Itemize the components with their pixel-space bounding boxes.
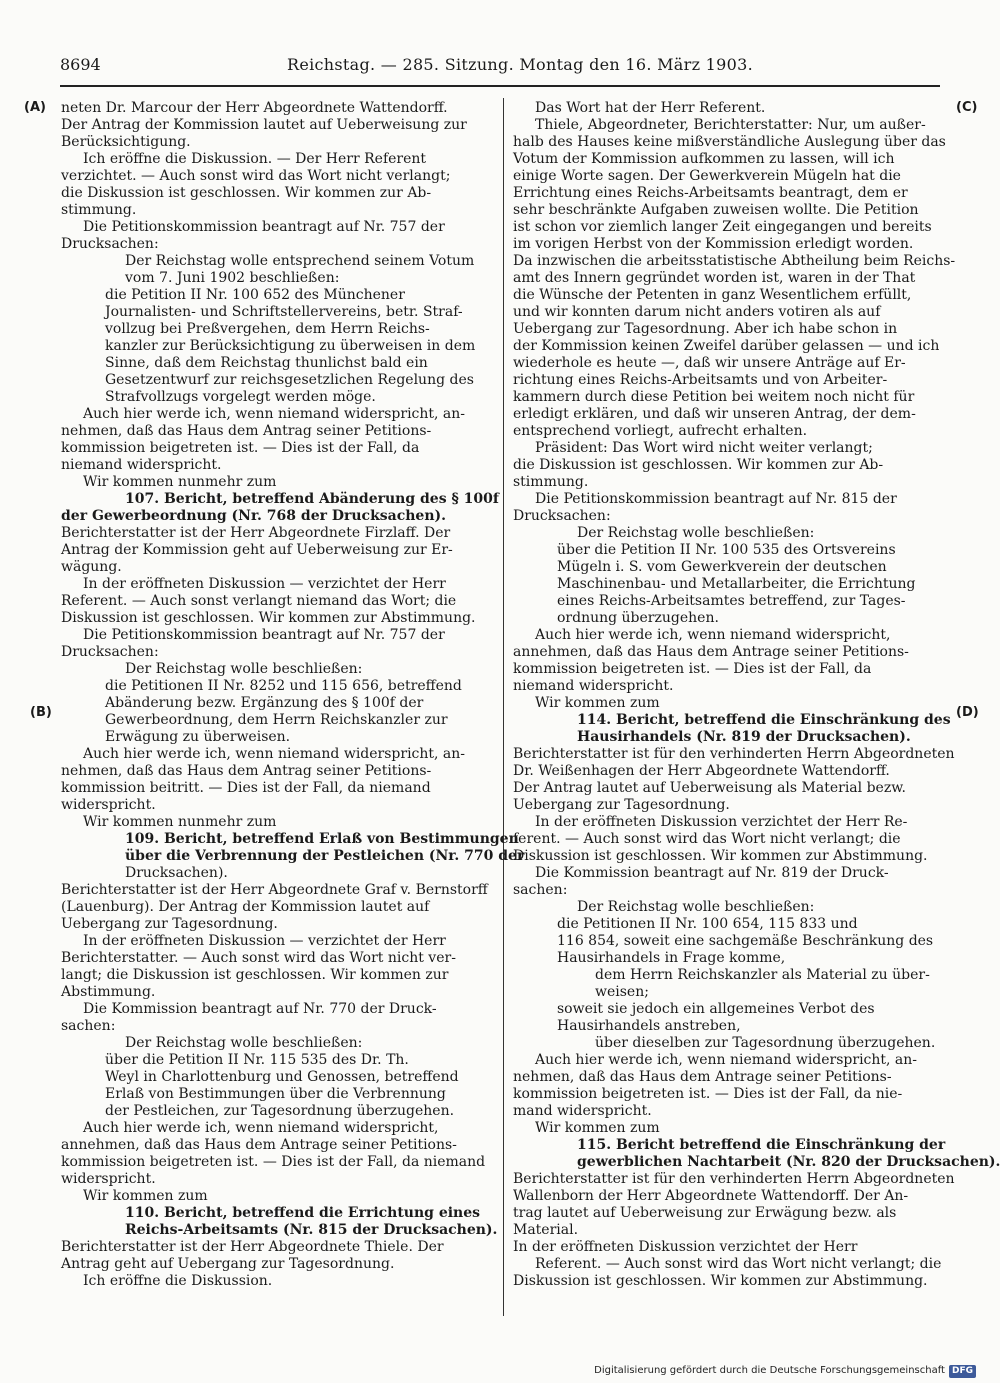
left-line: kommission beigetreten ist. — Dies ist der Fall, da niemand [61, 1154, 486, 1170]
right-line: Errichtung eines Reichs-Arbeitsamts beantragt, dem er [513, 185, 908, 201]
right-line: Das Wort hat der Herr Referent. [535, 100, 766, 116]
left-line: Auch hier werde ich, wenn niemand widerspricht, an- [83, 746, 466, 762]
right-line: Der Reichstag wolle beschließen: [577, 899, 815, 915]
right-line: ordnung überzugehen. [557, 610, 719, 626]
right-line: mand widerspricht. [513, 1103, 652, 1119]
left-line: Wir kommen zum [83, 1188, 208, 1204]
right-line: Auch hier werde ich, wenn niemand widerspricht, an- [535, 1052, 918, 1068]
left-line: Ich eröffne die Diskussion. — Der Herr Referent [83, 151, 427, 167]
left-line: 110. Bericht, betreffend die Errichtung eines [125, 1205, 481, 1221]
right-line: Votum der Kommission aufkommen zu lassen, will ich [513, 151, 895, 167]
left-line: Referent. — Auch sonst verlangt niemand das Wort; die [61, 593, 457, 609]
right-line: nehmen, daß das Haus dem Antrage seiner Petitions- [513, 1069, 892, 1085]
margin-mark-a: (A) [24, 100, 46, 115]
footer-text: Digitalisierung gefördert durch die Deutsche Forschungsgemeinschaft [594, 1365, 945, 1376]
right-line: In der eröffneten Diskussion verzichtet der Herr Re- [535, 814, 908, 830]
left-line: Weyl in Charlottenburg und Genossen, betreffend [105, 1069, 459, 1085]
left-line: Abstimmung. [61, 984, 156, 1000]
right-line: Mügeln i. S. vom Gewerkverein der deutschen [557, 559, 887, 575]
left-line: annehmen, daß das Haus dem Antrage seiner Petitions- [61, 1137, 457, 1153]
right-line: Der Reichstag wolle beschließen: [577, 525, 815, 541]
right-line: sehr beschränkte Aufgaben zuweisen wollte. Die Petition [513, 202, 919, 218]
right-line: Hausirhandels in Frage komme, [557, 950, 786, 966]
left-line: Die Petitionskommission beantragt auf Nr. 757 der [83, 627, 445, 643]
left-line: langt; die Diskussion ist geschlossen. Wir kommen zur [61, 967, 449, 983]
header-rule [60, 85, 940, 87]
left-line: nehmen, daß das Haus dem Antrag seiner Petitions- [61, 763, 432, 779]
left-line: Reichs-Arbeitsamts (Nr. 815 der Drucksachen). [125, 1222, 498, 1238]
left-line: In der eröffneten Diskussion — verzichtet der Herr [83, 933, 446, 949]
left-line: Diskussion ist geschlossen. Wir kommen zur Abstimmung. [61, 610, 476, 626]
left-line: Uebergang zur Tagesordnung. [61, 916, 278, 932]
left-line: Wir kommen nunmehr zum [83, 474, 277, 490]
right-line: Wir kommen zum [535, 1120, 660, 1136]
right-line: soweit sie jedoch ein allgemeines Verbot des [557, 1001, 875, 1017]
right-line: Uebergang zur Tagesordnung. Aber ich habe schon in [513, 321, 898, 337]
right-line: Thiele, Abgeordneter, Berichterstatter: Nur, um außer- [535, 117, 926, 133]
right-line: Wallenborn der Herr Abgeordnete Wattendorff. Der An- [513, 1188, 909, 1204]
right-line: der Kommission keinen Zweifel darüber gelassen — und ich [513, 338, 940, 354]
left-line: widerspricht. [61, 797, 156, 813]
right-line: die Wünsche der Petenten in ganz Wesentlichem erfüllt, [513, 287, 912, 303]
left-line: sachen: [61, 1018, 116, 1034]
left-line: Antrag der Kommission geht auf Ueberweisung zur Er- [61, 542, 453, 558]
page-number: 8694 [60, 55, 101, 74]
right-line: Hausirhandels (Nr. 819 der Drucksachen). [577, 729, 911, 745]
right-line: trag lautet auf Ueberweisung zur Erwägung bezw. als [513, 1205, 897, 1221]
left-line: der Gewerbeordnung (Nr. 768 der Drucksachen). [61, 508, 447, 524]
left-line: Der Reichstag wolle beschließen: [125, 1035, 363, 1051]
right-line: niemand widerspricht. [513, 678, 674, 694]
left-line: Drucksachen). [125, 865, 228, 881]
left-line: Berichterstatter ist der Herr Abgeordnete Firzlaff. Der [61, 525, 451, 541]
right-line: annehmen, daß das Haus dem Antrage seiner Petitions- [513, 644, 909, 660]
right-line: entsprechend vorliegt, aufrecht erhalten. [513, 423, 808, 439]
left-line: über die Petition II Nr. 115 535 des Dr. Th. [105, 1052, 409, 1068]
left-line: Drucksachen: [61, 644, 159, 660]
margin-mark-d: (D) [956, 705, 979, 720]
left-line: Erlaß von Bestimmungen über die Verbrennung [105, 1086, 446, 1102]
right-line: 115. Bericht betreffend die Einschränkung der [577, 1137, 946, 1153]
right-line: In der eröffneten Diskussion verzichtet der Herr [513, 1239, 858, 1255]
right-line: und wir konnten darum nicht anders votiren als auf [513, 304, 881, 320]
left-line: Berichterstatter. — Auch sonst wird das Wort nicht ver- [61, 950, 456, 966]
right-line: 114. Bericht, betreffend die Einschränkung des [577, 712, 951, 728]
right-line: weisen; [595, 984, 649, 1000]
running-title: Reichstag. — 285. Sitzung. Montag den 16. März 1903. [287, 55, 753, 74]
left-line: Antrag geht auf Uebergang zur Tagesordnung. [61, 1256, 395, 1272]
right-line: dem Herrn Reichskanzler als Material zu über- [595, 967, 930, 983]
left-line: 107. Bericht, betreffend Abänderung des § 100f [125, 491, 499, 507]
left-line: niemand widerspricht. [61, 457, 222, 473]
right-line: erledigt erklären, und daß wir unseren Antrag, der dem- [513, 406, 916, 422]
left-line: Gewerbeordnung, dem Herrn Reichskanzler zur [105, 712, 448, 728]
right-line: Uebergang zur Tagesordnung. [513, 797, 730, 813]
right-line: ist schon vor ziemlich langer Zeit eingegangen und bereits [513, 219, 932, 235]
left-line: kommission beitritt. — Dies ist der Fall, da niemand [61, 780, 431, 796]
right-line: 116 854, soweit eine sachgemäße Beschränkung des [557, 933, 934, 949]
margin-mark-b: (B) [30, 705, 52, 720]
right-line: Präsident: Das Wort wird nicht weiter verlangt; [535, 440, 873, 456]
right-line: Material. [513, 1222, 579, 1238]
left-line: Auch hier werde ich, wenn niemand widerspricht, an- [83, 406, 466, 422]
right-line: die Diskussion ist geschlossen. Wir kommen zur Ab- [513, 457, 884, 473]
right-line: im vorigen Herbst von der Kommission erledigt worden. [513, 236, 914, 252]
left-column [61, 100, 525, 1290]
left-line: Der Antrag der Kommission lautet auf Ueberweisung zur [61, 117, 467, 133]
right-line: Referent. — Auch sonst wird das Wort nicht verlangt; die [535, 1256, 942, 1272]
left-line: der Pestleichen, zur Tagesordnung überzugehen. [105, 1103, 455, 1119]
dfg-logo: DFG [949, 1365, 976, 1378]
left-line: die Diskussion ist geschlossen. Wir kommen zur Ab- [61, 185, 432, 201]
right-line: Auch hier werde ich, wenn niemand widerspricht, [535, 627, 891, 643]
right-line: wiederhole es heute —, daß wir unsere Anträge auf Er- [513, 355, 906, 371]
left-line: widerspricht. [61, 1171, 156, 1187]
left-line: stimmung. [61, 202, 137, 218]
right-line: Dr. Weißenhagen der Herr Abgeordnete Wattendorff. [513, 763, 890, 779]
left-line: kanzler zur Berücksichtigung zu überweisen in dem [105, 338, 476, 354]
right-column [513, 100, 1000, 1290]
right-line: einige Worte sagen. Der Gewerkverein Mügeln hat die [513, 168, 901, 184]
left-line: nehmen, daß das Haus dem Antrag seiner Petitions- [61, 423, 432, 439]
right-line: Berichterstatter ist für den verhinderten Herrn Abgeordneten [513, 746, 955, 762]
left-line: vom 7. Juni 1902 beschließen: [125, 270, 340, 286]
right-line: kommission beigetreten ist. — Dies ist der Fall, da [513, 661, 872, 677]
left-line: (Lauenburg). Der Antrag der Kommission lautet auf [61, 899, 430, 915]
left-line: Berichterstatter ist der Herr Abgeordnete Thiele. Der [61, 1239, 444, 1255]
left-line: vollzug bei Preßvergehen, dem Herrn Reichs- [105, 321, 430, 337]
left-line: Erwägung zu überweisen. [105, 729, 291, 745]
left-line: 109. Bericht, betreffend Erlaß von Bestimmungen [125, 831, 519, 847]
page-header [60, 50, 980, 80]
right-line: stimmung. [513, 474, 589, 490]
right-line: Der Antrag lautet auf Ueberweisung als Material bezw. [513, 780, 906, 796]
right-line: Da inzwischen die arbeitsstatistische Abtheilung beim Reichs- [513, 253, 956, 269]
left-line: Wir kommen nunmehr zum [83, 814, 277, 830]
right-line: über die Petition II Nr. 100 535 des Ortsvereins [557, 542, 896, 558]
left-line: Ich eröffne die Diskussion. [83, 1273, 273, 1289]
right-line: Wir kommen zum [535, 695, 660, 711]
right-line: richtung eines Reichs-Arbeitsamts und von Arbeiter- [513, 372, 888, 388]
right-line: über dieselben zur Tagesordnung überzugehen. [595, 1035, 936, 1051]
left-line: Der Reichstag wolle beschließen: [125, 661, 363, 677]
left-line: die Petition II Nr. 100 652 des Münchener [105, 287, 405, 303]
right-line: gewerblichen Nachtarbeit (Nr. 820 der Drucksachen). [577, 1154, 1000, 1170]
left-line: Gesetzentwurf zur reichsgesetzlichen Regelung des [105, 372, 474, 388]
left-line: In der eröffneten Diskussion — verzichtet der Herr [83, 576, 446, 592]
left-line: Strafvollzugs vorgelegt werden möge. [105, 389, 376, 405]
right-line: halb des Hauses keine mißverständliche Auslegung über das [513, 134, 946, 150]
right-line: amt des Innern gegründet worden ist, waren in der That [513, 270, 916, 286]
right-line: eines Reichs-Arbeitsamtes betreffend, zur Tages- [557, 593, 906, 609]
right-line: ferent. — Auch sonst wird das Wort nicht verlangt; die [513, 831, 901, 847]
column-divider [503, 98, 504, 1316]
right-line: Die Petitionskommission beantragt auf Nr. 815 der [535, 491, 897, 507]
right-line: sachen: [513, 882, 568, 898]
left-line: Abänderung bezw. Ergänzung des § 100f der [105, 695, 424, 711]
left-line: kommission beigetreten ist. — Dies ist der Fall, da [61, 440, 420, 456]
right-line: Diskussion ist geschlossen. Wir kommen zur Abstimmung. [513, 1273, 928, 1289]
left-line: Der Reichstag wolle entsprechend seinem Votum [125, 253, 475, 269]
right-line: die Petitionen II Nr. 100 654, 115 833 und [557, 916, 858, 932]
left-line: wägung. [61, 559, 122, 575]
left-line: Berücksichtigung. [61, 134, 191, 150]
right-line: Berichterstatter ist für den verhinderten Herrn Abgeordneten [513, 1171, 955, 1187]
margin-mark-c: (C) [956, 100, 978, 115]
left-line: Die Petitionskommission beantragt auf Nr. 757 der [83, 219, 445, 235]
left-line: über die Verbrennung der Pestleichen (Nr. 770 der [125, 848, 525, 864]
right-line: Maschinenbau- und Metallarbeiter, die Errichtung [557, 576, 916, 592]
right-line: Die Kommission beantragt auf Nr. 819 der Druck- [535, 865, 889, 881]
left-line: verzichtet. — Auch sonst wird das Wort nicht verlangt; [61, 168, 451, 184]
left-line: Berichterstatter ist der Herr Abgeordnete Graf v. Bernstorff [61, 882, 488, 898]
left-line: Die Kommission beantragt auf Nr. 770 der Druck- [83, 1001, 437, 1017]
left-line: Auch hier werde ich, wenn niemand widerspricht, [83, 1120, 439, 1136]
right-line: Hausirhandels anstreben, [557, 1018, 741, 1034]
right-line: Drucksachen: [513, 508, 611, 524]
left-line: neten Dr. Marcour der Herr Abgeordnete Wattendorff. [61, 100, 448, 116]
right-line: kammern durch diese Petition bei weitem noch nicht für [513, 389, 915, 405]
left-line: die Petitionen II Nr. 8252 und 115 656, betreffend [105, 678, 462, 694]
left-line: Journalisten- und Schriftstellervereins, betr. Straf- [105, 304, 463, 320]
left-line: Drucksachen: [61, 236, 159, 252]
right-line: kommission beigetreten ist. — Dies ist der Fall, da nie- [513, 1086, 903, 1102]
footer-credit [594, 1362, 976, 1380]
right-line: Diskussion ist geschlossen. Wir kommen zur Abstimmung. [513, 848, 928, 864]
left-line: Sinne, daß dem Reichstag thunlichst bald ein [105, 355, 428, 371]
